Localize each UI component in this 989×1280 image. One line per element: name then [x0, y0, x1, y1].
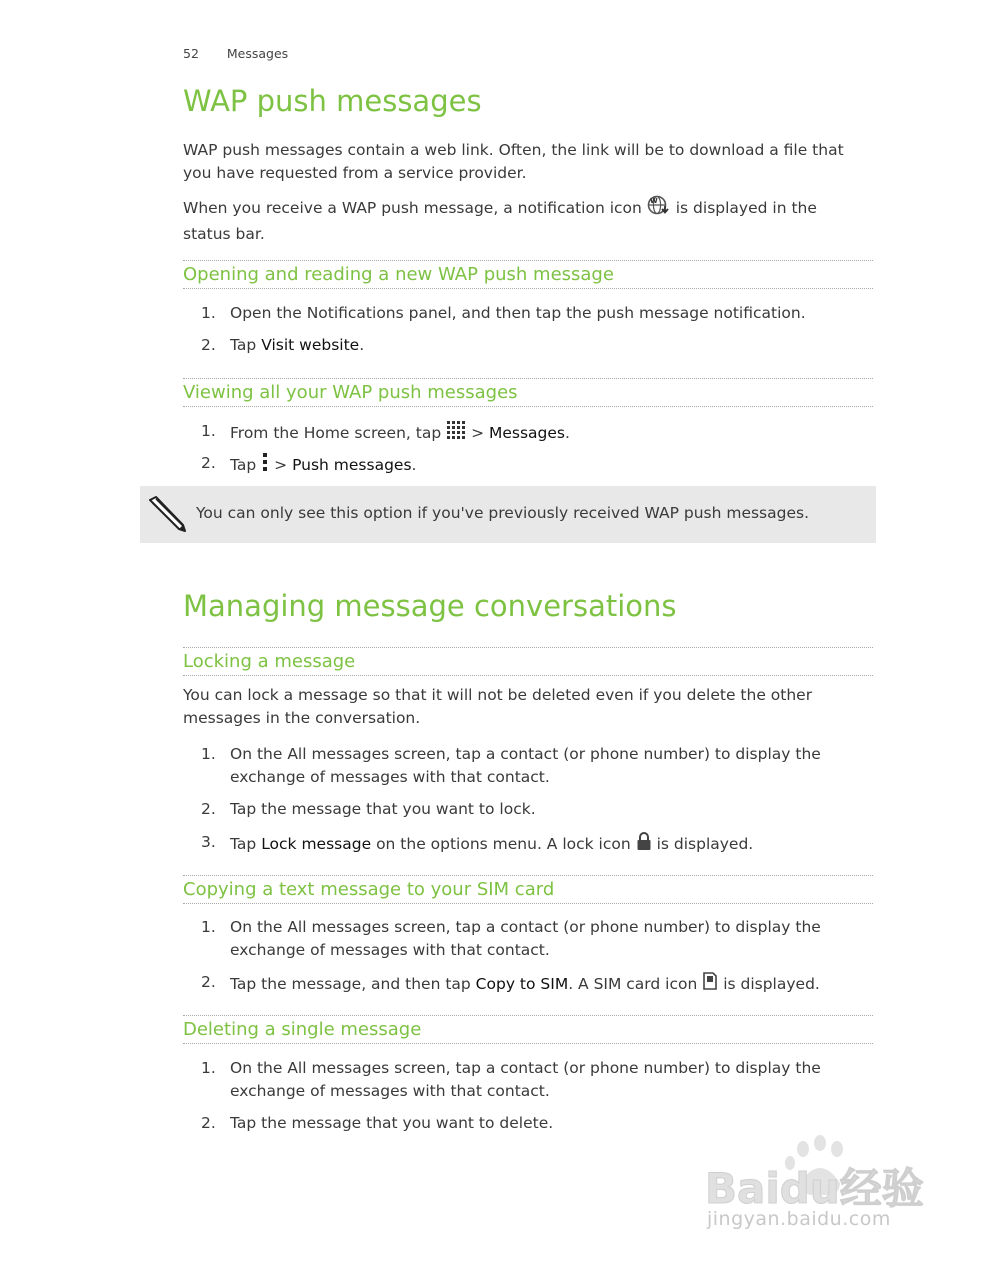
wap-title: WAP push messages	[183, 84, 482, 118]
step-number: 2.	[201, 336, 216, 354]
watermark-url: jingyan.baidu.com	[707, 1208, 891, 1230]
heading-opening-wap: Opening and reading a new WAP push message	[183, 260, 873, 289]
visit-website-label: Visit website	[261, 336, 360, 354]
wap-notification-text-c: status bar.	[183, 225, 265, 243]
step-text: Open the Notifications panel, and then tap the push message notification.	[230, 304, 806, 322]
page-header	[183, 46, 288, 61]
step-number: 1.	[201, 745, 216, 763]
section-name: Messages	[226, 46, 289, 61]
heading-copying-sim: Copying a text message to your SIM card	[183, 875, 873, 904]
step-text: From the Home screen, tap > Messages.	[230, 420, 860, 447]
step-text: On the All messages screen, tap a contact (or phone number) to display the exchange of messages with that contact.	[230, 918, 821, 959]
locking-paragraph: You can lock a message so that it will not be deleted even if you delete the other messages in the conversation.	[183, 686, 813, 727]
step-number: 1.	[201, 422, 216, 440]
heading-viewing-wap: Viewing all your WAP push messages	[183, 378, 873, 407]
lock-message-label: Lock message	[261, 835, 372, 853]
watermark-logo-text: Baidu经验	[705, 1164, 924, 1213]
page-number: 52	[183, 46, 199, 61]
push-messages-label: Push messages	[292, 456, 412, 474]
menu-more-icon	[261, 452, 269, 479]
svg-text:W: W	[649, 197, 658, 205]
wap-notification-text-a: When you receive a WAP push message, a notification icon	[183, 199, 642, 217]
wap-intro-paragraph: WAP push messages contain a web link. Often, the link will be to download a file that you have requested from a service provider.	[183, 141, 844, 182]
step-number: 2.	[201, 800, 216, 818]
step-text: Tap the message that you want to delete.	[230, 1114, 554, 1132]
step-text: Tap Visit website.	[230, 336, 365, 354]
pencil-note-icon	[147, 495, 187, 537]
wap-push-notification-icon	[647, 194, 671, 223]
step-text: Tap the message, and then tap Copy to SIM. A SIM card icon is displayed.	[230, 971, 860, 998]
step-text: On the All messages screen, tap a contact (or phone number) to display the exchange of messages with that contact.	[230, 745, 821, 786]
heading-locking: Locking a message	[183, 647, 873, 676]
sim-card-icon	[702, 971, 718, 998]
all-apps-grid-icon	[446, 420, 466, 447]
step-number: 1.	[201, 304, 216, 322]
copy-to-sim-label: Copy to SIM	[475, 975, 569, 993]
managing-title: Managing message conversations	[183, 589, 677, 623]
step-text: Tap the message that you want to lock.	[230, 800, 536, 818]
step-text: Tap Lock message on the options menu. A lock icon is displayed.	[230, 831, 860, 858]
step-text: Tap > Push messages.	[230, 452, 860, 479]
step-number: 1.	[201, 918, 216, 936]
note-box	[140, 486, 876, 543]
step-number: 2.	[201, 454, 216, 472]
step-number: 2.	[201, 973, 216, 991]
messages-label: Messages	[489, 424, 566, 442]
step-number: 2.	[201, 1114, 216, 1132]
heading-deleting: Deleting a single message	[183, 1015, 873, 1044]
wap-notification-paragraph	[183, 194, 873, 246]
wap-notification-text-b: is displayed in the	[675, 199, 817, 217]
step-text: On the All messages screen, tap a contact (or phone number) to display the exchange of messages with that contact.	[230, 1059, 821, 1100]
step-number: 3.	[201, 833, 216, 851]
note-text: You can only see this option if you've previously received WAP push messages.	[196, 504, 810, 522]
lock-icon	[636, 831, 652, 858]
step-number: 1.	[201, 1059, 216, 1077]
